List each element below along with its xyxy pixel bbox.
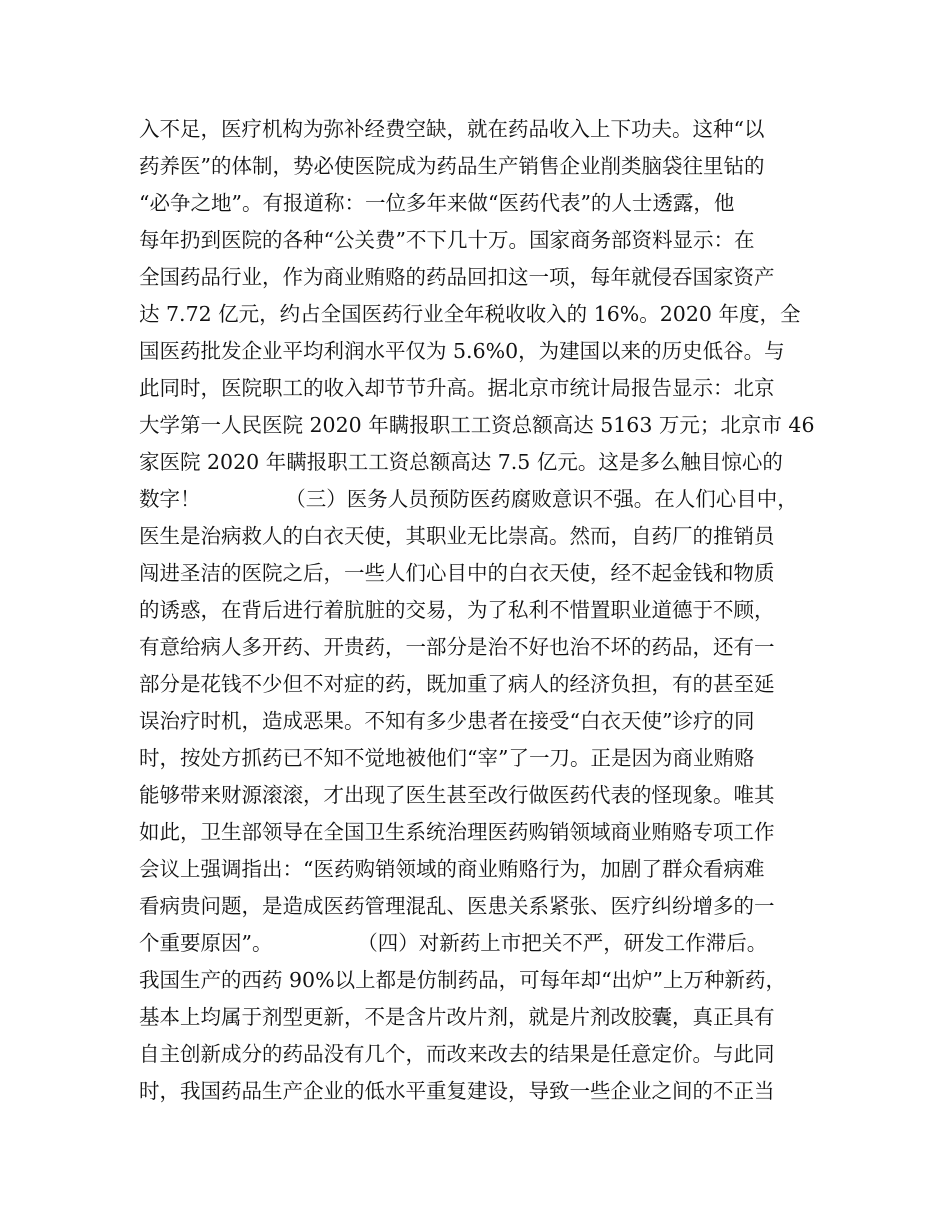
text-line: 入不足，医疗机构为弥补经费空缺，就在药品收入上下功夫。这种“以 (139, 117, 765, 141)
text-line: 误治疗时机，造成恶果。不知有多少患者在接受“白衣天使”诊疗的同 (139, 709, 755, 733)
body-text (139, 111, 829, 1110)
text-line: 闯进圣洁的医院之后，一些人们心目中的白衣天使，经不起金钱和物质 (139, 561, 775, 585)
text-line: 部分是花钱不少但不对症的药，既加重了病人的经济负担，有的甚至延 (139, 672, 775, 696)
text-line: 自主创新成分的药品没有几个，而改来改去的结果是任意定价。与此同 (139, 1042, 775, 1066)
text-line: 基本上均属于剂型更新，不是含片改片剂，就是片剂改胶囊，真正具有 (139, 1005, 775, 1029)
section-heading-line: 个重要原因”。 （四）对新药上市把关不严，研发工作滞后。 (139, 931, 768, 955)
text-line: 国医药批发企业平均利润水平仅为 5.6%0，为建国以来的历史低谷。与 (139, 339, 785, 363)
text-line: 我国生产的西药 90%以上都是仿制药品，可每年却“出炉”上万种新药， (139, 968, 787, 992)
text-line: 此同时，医院职工的收入却节节升高。据北京市统计局报告显示：北京 (139, 376, 775, 400)
text-line: 的诱惑，在背后进行着肮脏的交易，为了私利不惜置职业道德于不顾， (139, 598, 775, 622)
text-line: 家医院 2020 年瞒报职工工资总额高达 7.5 亿元。这是多么触目惊心的 (139, 450, 783, 474)
text-line: “必争之地”。有报道称：一位多年来做“医药代表”的人士透露，他 (139, 191, 735, 215)
text-line: 每年扔到医院的各种“公关费”不下几十万。国家商务部资料显示：在 (139, 228, 755, 252)
text-line: 如此，卫生部领导在全国卫生系统治理医药购销领域商业贿赂专项工作 (139, 820, 775, 844)
text-line: 有意给病人多开药、开贵药，一部分是治不好也治不坏的药品，还有一 (139, 635, 775, 659)
text-line: 大学第一人民医院 2020 年瞒报职工工资总额高达 5163 万元；北京市 46 (139, 413, 815, 437)
text-line: 会议上强调指出：“医药购销领域的商业贿赂行为，加剧了群众看病难 (139, 857, 765, 881)
text-line: 达 7.72 亿元，约占全国医药行业全年税收收入的 16%。2020 年度，全 (139, 302, 801, 326)
text-line: 时，我国药品生产企业的低水平重复建设，导致一些企业之间的不正当 (139, 1079, 775, 1103)
text-line: 医生是治病救人的白衣天使，其职业无比崇高。然而，自药厂的推销员 (139, 524, 775, 548)
text-line: 时，按处方抓药已不知不觉地被他们“宰”了一刀。正是因为商业贿赂 (139, 746, 755, 770)
text-line: 药养医”的体制，势必使医院成为药品生产销售企业削类脑袋往里钻的 (139, 154, 765, 178)
text-line: 全国药品行业，作为商业贿赂的药品回扣这一项，每年就侵吞国家资产 (139, 265, 775, 289)
text-line: 看病贵问题，是造成医药管理混乱、医患关系紧张、医疗纠纷增多的一 (139, 894, 775, 918)
section-heading-line: 数字！ （三）医务人员预防医药腐败意识不强。在人们心目中， (139, 487, 798, 511)
text-line: 能够带来财源滚滚，才出现了医生甚至改行做医药代表的怪现象。唯其 (139, 783, 775, 807)
